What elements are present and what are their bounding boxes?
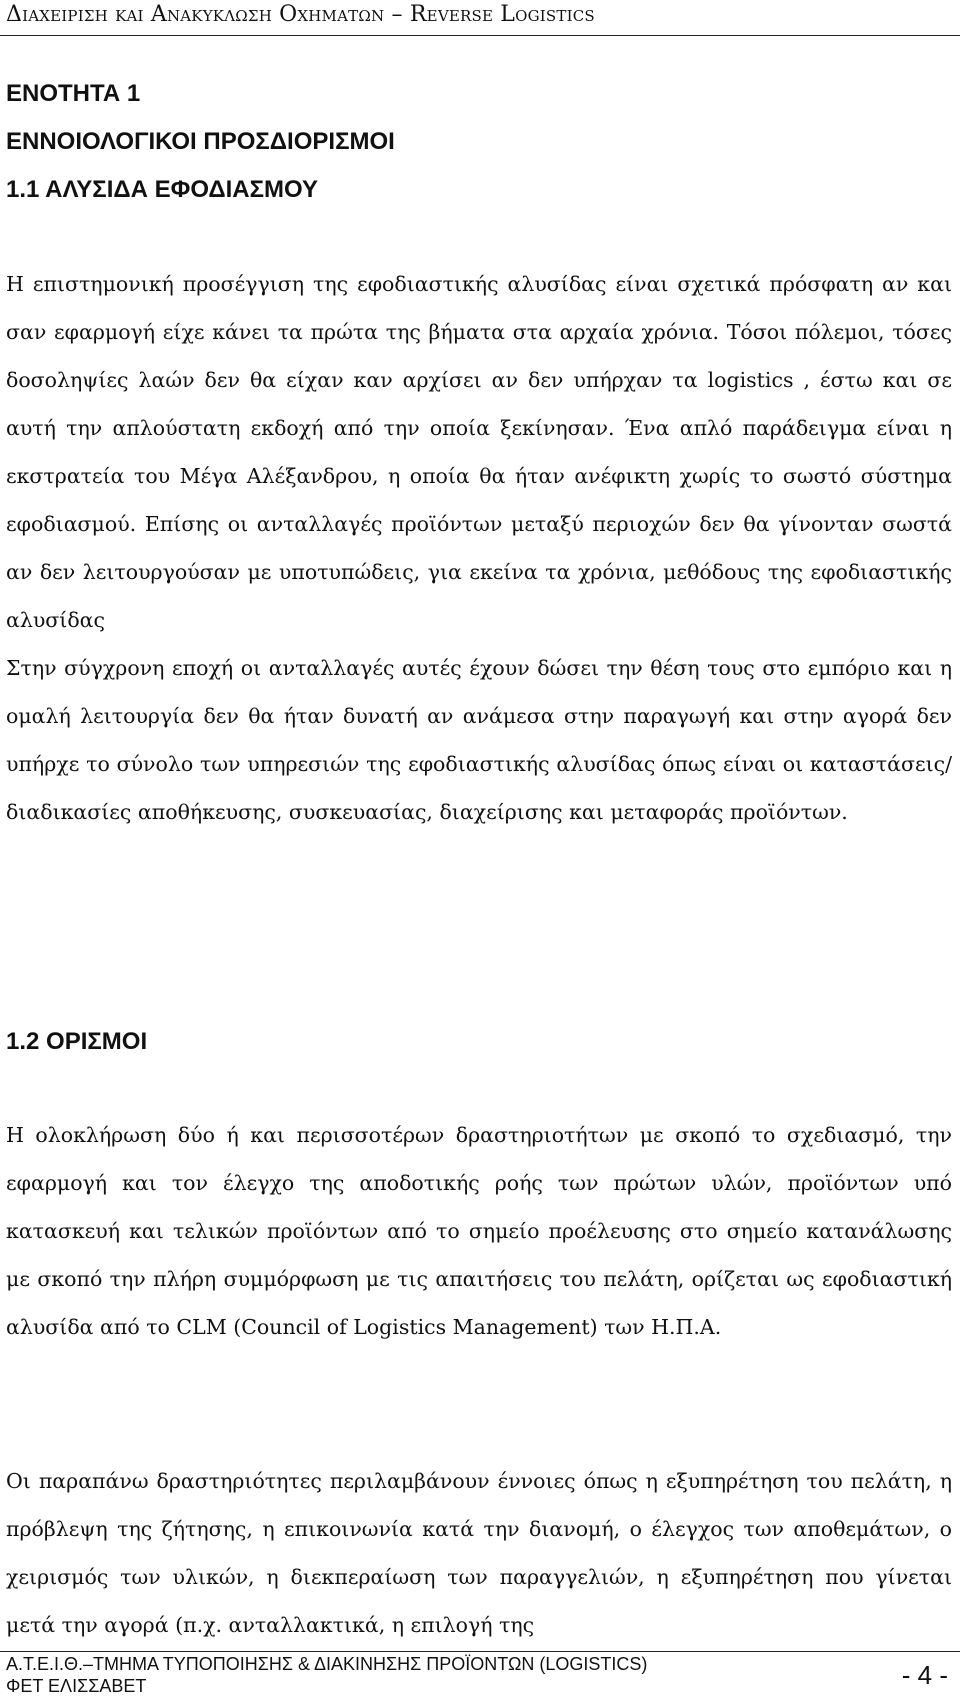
paragraph-supply-chain-history: Η επιστημονική προσέγγιση της εφοδιαστικής αλυσίδας είναι σχετικά πρόσφατη αν και σαν εφαρμογή είχε κάνει τα πρώτα της βήματα στα αρχαία χρόνια. Τόσοι πόλεμοι, τόσες δοσοληψίες λαών δεν θα είχαν καν αρχίσει αν δεν υπήρχαν τα logistics , έστω και σε αυτή την απλούστατη εκδοχή από την οποία ξεκίνησαν. Ένα απλό παράδειγμα είναι η εκστρατεία του Μέγα Αλέξανδρου, η οποία θα ήταν ανέφικτη χωρίς το σωστό σύστημα εφοδιασμού. Επίσης οι ανταλλαγές προϊόντων μεταξύ περιοχών δεν θα γίνονταν σωστά αν δεν λειτουργούσαν με υποτυπώδεις, για εκείνα τα χρόνια, μεθόδους της εφοδιαστικής αλυσίδας [6, 272, 952, 632]
unit-label: ΕΝΟΤΗΤΑ 1 [6, 80, 141, 107]
page-number: - 4 - [901, 1660, 948, 1690]
paragraph-modern-trade: Στην σύγχρονη εποχή οι ανταλλαγές αυτές έχουν δώσει την θέση τους στο εμπόριο και η ομαλή λειτουργία δεν θα ήταν δυνατή αν ανάμεσα στην παραγωγή και στην αγορά δεν υπήρχε το σύνολο των υπηρεσιών της εφοδιαστικής αλυσίδας όπως είναι οι καταστάσεις/διαδικασίες αποθήκευσης, συσκευασίας, διαχείρισης και μεταφοράς προϊόντων. [6, 656, 952, 824]
subsection-title-1-2: 1.2 ΟΡΙΣΜΟΙ [6, 1028, 148, 1055]
subsection-title-1-1: 1.1 ΑΛΥΣΙΔΑ ΕΦΟΔΙΑΣΜΟΥ [6, 176, 319, 203]
footer-rule [0, 1651, 960, 1652]
chapter-title: ΕΝΝΟΙΟΛΟΓΙΚΟΙ ΠΡΟΣΔΙΟΡΙΣΜΟΙ [6, 128, 395, 155]
footer-institution: Α.Τ.Ε.Ι.Θ.–ΤΜΗΜΑ ΤΥΠΟΠΟΙΗΣΗΣ & ΔΙΑΚΙΝΗΣΗΣ ΠΡΟΪΟΝΤΩΝ (LOGISTICS) [6, 1654, 648, 1674]
running-title: Διαχειριση και Ανακυκλωση Οχηματων – Reverse Logistics [6, 2, 595, 27]
paragraph-definition: Η ολοκλήρωση δύο ή και περισσοτέρων δραστηριοτήτων με σκοπό το σχεδιασμό, την εφαρμογή και τον έλεγχο της αποδοτικής ροής των πρώτων υλών, προϊόντων υπό κατασκευή και τελικών προϊόντων από το σημείο προέλευσης στο σημείο κατανάλωσης με σκοπό την πλήρη συμμόρφωση με τις απαιτήσεις του πελάτη, ορίζεται ως εφοδιαστική αλυσίδα από το CLM (Council of Logistics Management) των Η.Π.Α. [6, 1123, 952, 1339]
page-header [0, 0, 960, 36]
paragraph-activities: Οι παραπάνω δραστηριότητες περιλαμβάνουν έννοιες όπως η εξυπηρέτηση του πελάτη, η πρόβλεψη της ζήτησης, η επικοινωνία κατά την διανομή, ο έλεγχος των αποθεμάτων, ο χειρισμός των υλικών, η διεκπεραίωση των παραγγελιών, η εξυπηρέτηση που γίνεται μετά την αγορά (π.χ. ανταλλακτικά, η επιλογή της [6, 1469, 952, 1637]
footer-author: ΦΕΤ ΕΛΙΣΣΑΒΕΤ [6, 1676, 147, 1696]
